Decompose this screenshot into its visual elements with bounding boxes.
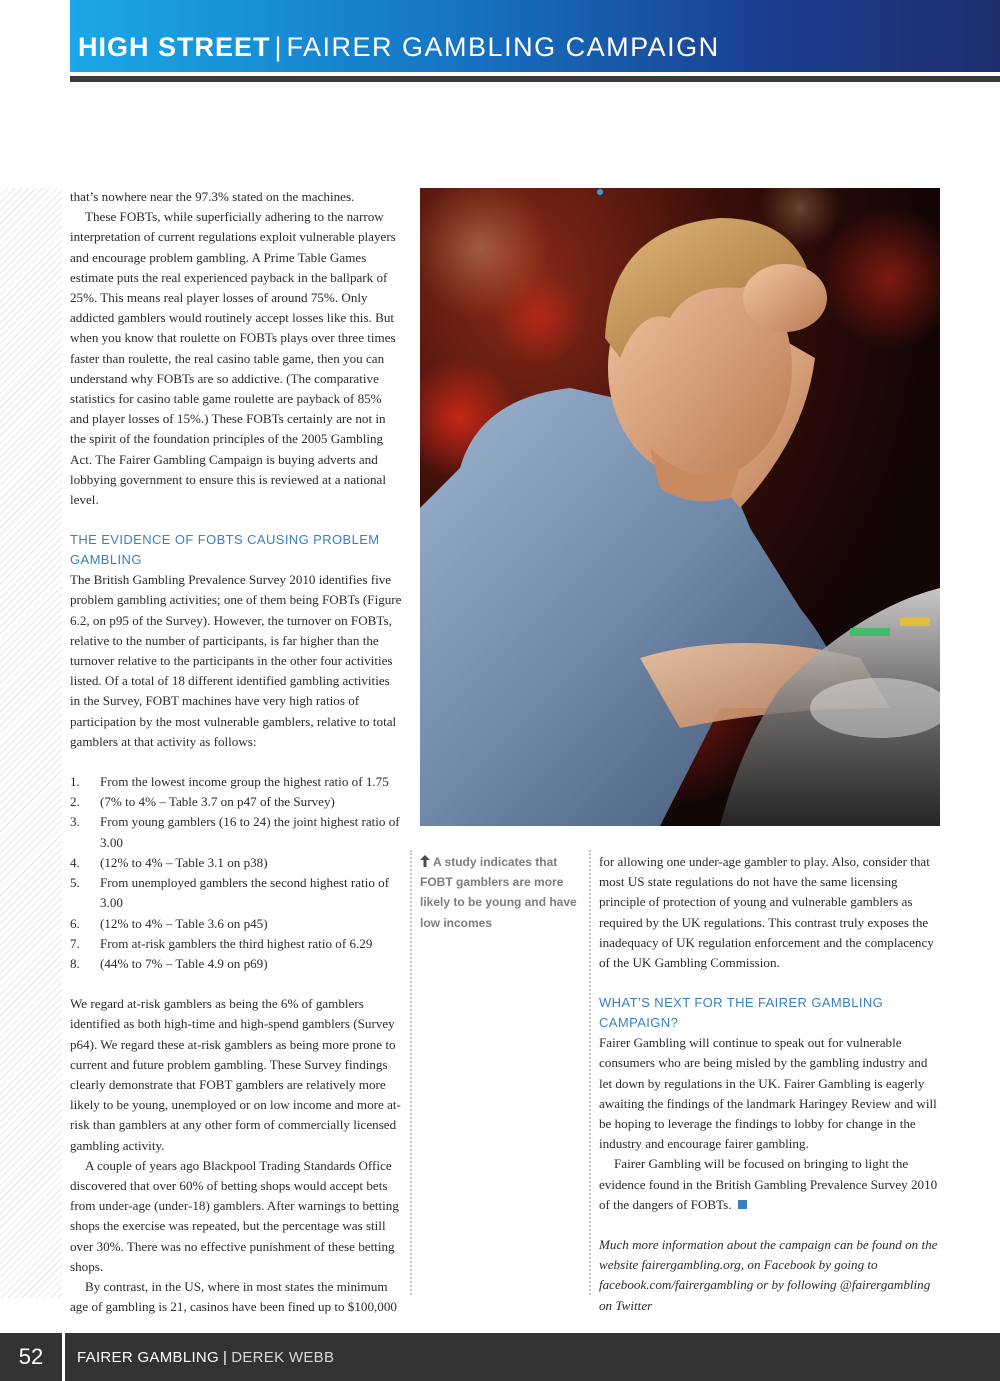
- header-rule: [70, 76, 1000, 82]
- list-number: 1.: [70, 774, 80, 790]
- list-item: [70, 873, 402, 913]
- list-item: [70, 792, 402, 812]
- numbered-list: [70, 772, 402, 974]
- list-number: 6.: [70, 915, 80, 931]
- paragraph: A couple of years ago Blackpool Trading Standards Office discovered that over 60% of betting shops would accept bets from under-age (under-18) gamblers. After warnings to betting shops the exercise was repeated, but the percentage was still over 30%. There was no effective punishment of these betting shops.: [70, 1157, 399, 1274]
- title-separator: |: [274, 32, 283, 62]
- end-of-article-mark: [738, 1200, 747, 1209]
- list-text: (7% to 4% – Table 3.7 on p47 of the Survey): [100, 794, 335, 810]
- list-item: [70, 954, 402, 974]
- list-item: [70, 914, 402, 934]
- list-number: 8.: [70, 955, 80, 971]
- list-text: (44% to 7% – Table 4.9 on p69): [100, 955, 268, 971]
- list-number: 4.: [70, 854, 80, 870]
- list-number: 2.: [70, 794, 80, 810]
- arrow-up-icon: [420, 855, 430, 867]
- list-number: 3.: [70, 814, 80, 830]
- paragraph-text: Fairer Gambling will be focused on bringing to light the evidence found in the British Gambling Prevalence Survey 2010 of the dangers of FOBTs.: [599, 1156, 938, 1212]
- subheading-evidence: THE EVIDENCE OF FOBTS CAUSING PROBLEM GAMBLING: [70, 532, 380, 568]
- list-text: From at-risk gamblers the third highest ratio of 6.29: [100, 935, 373, 951]
- page-section-title: [78, 32, 720, 63]
- list-text: (12% to 4% – Table 3.1 on p38): [100, 854, 268, 870]
- publication-name: FAIRER GAMBLING: [77, 1349, 220, 1366]
- list-item: [70, 853, 402, 873]
- paragraph: The British Gambling Prevalence Survey 2010 identifies five problem gambling activities; one of them being FOBTs (Figure 6.2, on p95 of the Survey). However, the turnover on FOBTs, relative to the number of participants, is far higher than the turnover relative to the participants in the other four activities listed. Of a total of 18 different identified gambling activities in the Survey, FOBT machines have very high ratios of participation by the most vulnerable gamblers, relative to total gamblers at that activity as follows:: [70, 572, 402, 749]
- page-number: 52: [18, 1344, 44, 1369]
- caption-text: A study indicates that FOBT gamblers are more likely to be young and have low incomes: [420, 855, 577, 930]
- subheading-whats-next: WHAT’S NEXT FOR THE FAIRER GAMBLING CAMPAIGN?: [599, 995, 884, 1031]
- footer-divider: [62, 1333, 65, 1381]
- photo-caption: [420, 852, 580, 933]
- list-item: [70, 934, 402, 954]
- paragraph: These FOBTs, while superficially adhering to the narrow interpretation of current regulations exploit vulnerable players and encourage problem gambling. A Prime Table Games estimate puts the real experienced payback in the ballpark of 25%. This means real player losses of around 75%. Only addicted gamblers would routinely accept losses like this. But when you know that roulette on FOBTs plays over three times faster than roulette, the real casino table game, then you can understand why FOBTs are so addictive. (The comparative statistics for casino table game roulette are payback of 85% and player losses of 15%.) These FOBTs certainly are not in the spirit of the foundation principles of the 2005 Gambling Act. The Fairer Gambling Campaign is buying adverts and lobbying government to ensure this is reviewed at a national level.: [70, 209, 396, 508]
- campaign-title: FAIRER GAMBLING CAMPAIGN: [286, 32, 720, 62]
- paragraph: Fairer Gambling will continue to speak out for vulnerable consumers who are being misled by the gambling industry and let down by regulations in the UK. Fairer Gambling is eagerly awaiting the findings of the landmark Haringey Review and will be hoping to leverage the findings to lobby for change in the industry and encourage fairer gambling.: [599, 1035, 937, 1152]
- paragraph: By contrast, in the US, where in most states the minimum age of gambling is 21, casinos have been fined up to $100,000: [70, 1278, 397, 1315]
- author-name: DEREK WEBB: [231, 1349, 335, 1366]
- list-text: From the lowest income group the highest ratio of 1.75: [100, 774, 389, 790]
- list-number: 7.: [70, 935, 80, 951]
- photo-illustration: [420, 188, 940, 826]
- more-info-note: Much more information about the campaign can be found on the website fairergambling.org, on Facebook by going to facebook.com/fairergambling or by following @fairergambling on Twitter: [599, 1237, 938, 1313]
- list-text: (12% to 4% – Table 3.6 on p45): [100, 915, 268, 931]
- list-item: [70, 772, 402, 792]
- column-divider: [410, 850, 412, 1295]
- side-hatch-decoration: [0, 188, 62, 1298]
- left-text-column: [70, 187, 402, 1317]
- footer-bar: [0, 1333, 1000, 1381]
- section-label: HIGH STREET: [78, 32, 271, 62]
- column-divider: [589, 850, 591, 1295]
- footer-running-title: [77, 1333, 334, 1381]
- list-text: From unemployed gamblers the second highest ratio of 3.00: [100, 875, 390, 911]
- paragraph: We regard at-risk gamblers as being the 6% of gamblers identified as both high-time and high-spend gamblers (Survey p64). We regard these at-risk gamblers as being more prone to current and future problem gambling. These Survey findings clearly demonstrate that FOBT gamblers are relatively more likely to be young, unemployed or on low income and more at-risk than gamblers at any other form of commercially licensed gambling activity.: [70, 996, 401, 1153]
- right-text-column: [599, 852, 941, 1316]
- list-item: [70, 812, 402, 852]
- list-text: From young gamblers (16 to 24) the joint highest ratio of 3.00: [100, 814, 400, 850]
- paragraph: that’s nowhere near the 97.3% stated on the machines.: [70, 189, 355, 204]
- footer-separator: |: [223, 1349, 228, 1366]
- photo-man-at-gaming-machine: [420, 188, 940, 826]
- list-number: 5.: [70, 875, 80, 891]
- header-band: [70, 0, 1000, 72]
- paragraph-closing: [599, 1154, 941, 1215]
- paragraph: for allowing one under-age gambler to play. Also, consider that most US state regulations do not have the same licensing principle of protection of young and vulnerable gamblers as required by the UK regulations. This contrast truly exposes the inadequacy of UK regulation enforcement and the complacency of the UK Gambling Commission.: [599, 854, 934, 971]
